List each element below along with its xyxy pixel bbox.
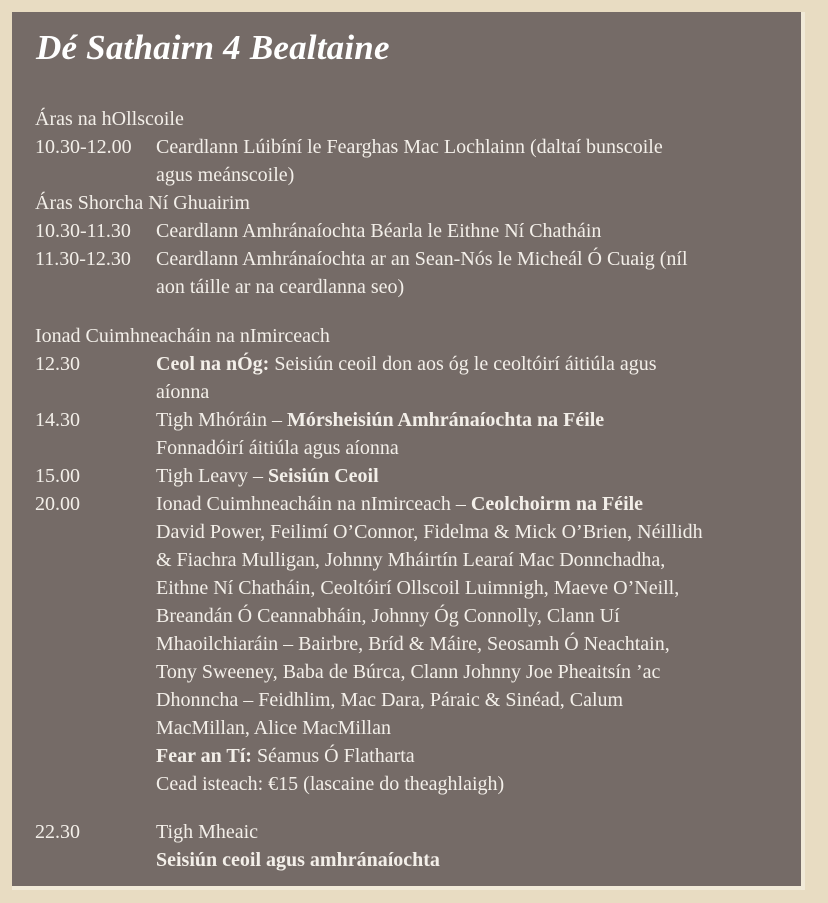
entry-description (156, 133, 788, 189)
entry-line: Ceardlann Amhránaíochta ar an Sean-Nós le Micheál Ó Cuaig (níl (156, 248, 688, 270)
entry-line: Ceardlann Lúibíní le Fearghas Mac Lochlainn (daltaí bunscoile (156, 136, 663, 158)
performer-line: Eithne Ní Chatháin, Ceoltóirí Ollscoil Luimnigh, Maeve O’Neill, (156, 577, 680, 599)
entry-time: 12.30 (35, 353, 80, 375)
event-title: Seisiún ceoil agus amhránaíochta (156, 849, 440, 871)
venue-heading: Ionad Cuimhneacháin na nImirceach (35, 325, 330, 347)
entry-time: 10.30-11.30 (35, 220, 131, 242)
venue-heading: Áras na hOllscoile (35, 108, 184, 130)
entry-text: Seisiún ceoil don aos óg le ceoltóirí áitiúla agus (269, 353, 657, 375)
page-title: Dé Sathairn 4 Bealtaine (36, 28, 390, 67)
schedule-panel (12, 12, 805, 890)
entry-venue: Tigh Mheaic (156, 821, 259, 843)
event-title: Ceolchoirm na Féile (470, 493, 644, 515)
entry-venue: Tigh Mhóráin – (156, 409, 287, 431)
entry-time: 22.30 (35, 821, 80, 843)
entry-description (156, 406, 788, 462)
entry-description (156, 462, 788, 490)
entry-venue: Ionad Cuimhneacháin na nImirceach – (156, 493, 471, 515)
event-title: Ceol na nÓg: (156, 353, 270, 375)
performer-line: Dhonncha – Feidhlim, Mac Dara, Páraic & Sinéad, Calum (156, 689, 624, 711)
performer-line: David Power, Feilimí O’Connor, Fidelma & Mick O’Brien, Néillidh (156, 521, 703, 543)
host-name: Séamus Ó Flatharta (251, 745, 415, 767)
entry-description (156, 245, 788, 301)
entry-description (156, 217, 788, 245)
performer-line: Mhaoilchiaráin – Bairbre, Bríd & Máire, Seosamh Ó Neachtain, (156, 633, 670, 655)
entry-description (156, 818, 788, 874)
entry-line: aíonna (156, 381, 210, 403)
entry-time: 15.00 (35, 465, 80, 487)
entry-line: Ceardlann Amhránaíochta Béarla le Eithne Ní Chatháin (156, 220, 602, 242)
entry-time: 10.30-12.00 (35, 136, 132, 158)
venue-heading: Áras Shorcha Ní Ghuairim (35, 192, 250, 214)
entry-time: 11.30-12.30 (35, 248, 131, 270)
entry-time: 14.30 (35, 409, 80, 431)
admission-text: Cead isteach: €15 (lascaine do theaghlaigh) (156, 773, 505, 795)
event-title: Mórsheisiún Amhránaíochta na Féile (286, 409, 605, 431)
entry-line: agus meánscoile) (156, 164, 295, 186)
event-title: Seisiún Ceoil (268, 465, 379, 487)
entry-line: Fonnadóirí áitiúla agus aíonna (156, 437, 399, 459)
performer-line: MacMillan, Alice MacMillan (156, 717, 391, 739)
entry-time: 20.00 (35, 493, 80, 515)
performer-line: Tony Sweeney, Baba de Búrca, Clann Johnny Joe Pheaitsín ’ac (156, 661, 661, 683)
entry-description (156, 350, 788, 406)
host-label: Fear an Tí: (156, 745, 252, 767)
performer-line: Breandán Ó Ceannabháin, Johnny Óg Connolly, Clann Uí (156, 605, 620, 627)
entry-description (156, 490, 788, 798)
performer-line: & Fiachra Mulligan, Johnny Mháirtín Learaí Mac Donnchadha, (156, 549, 666, 571)
entry-line: aon táille ar na ceardlanna seo) (156, 276, 405, 298)
entry-venue: Tigh Leavy – (156, 465, 269, 487)
